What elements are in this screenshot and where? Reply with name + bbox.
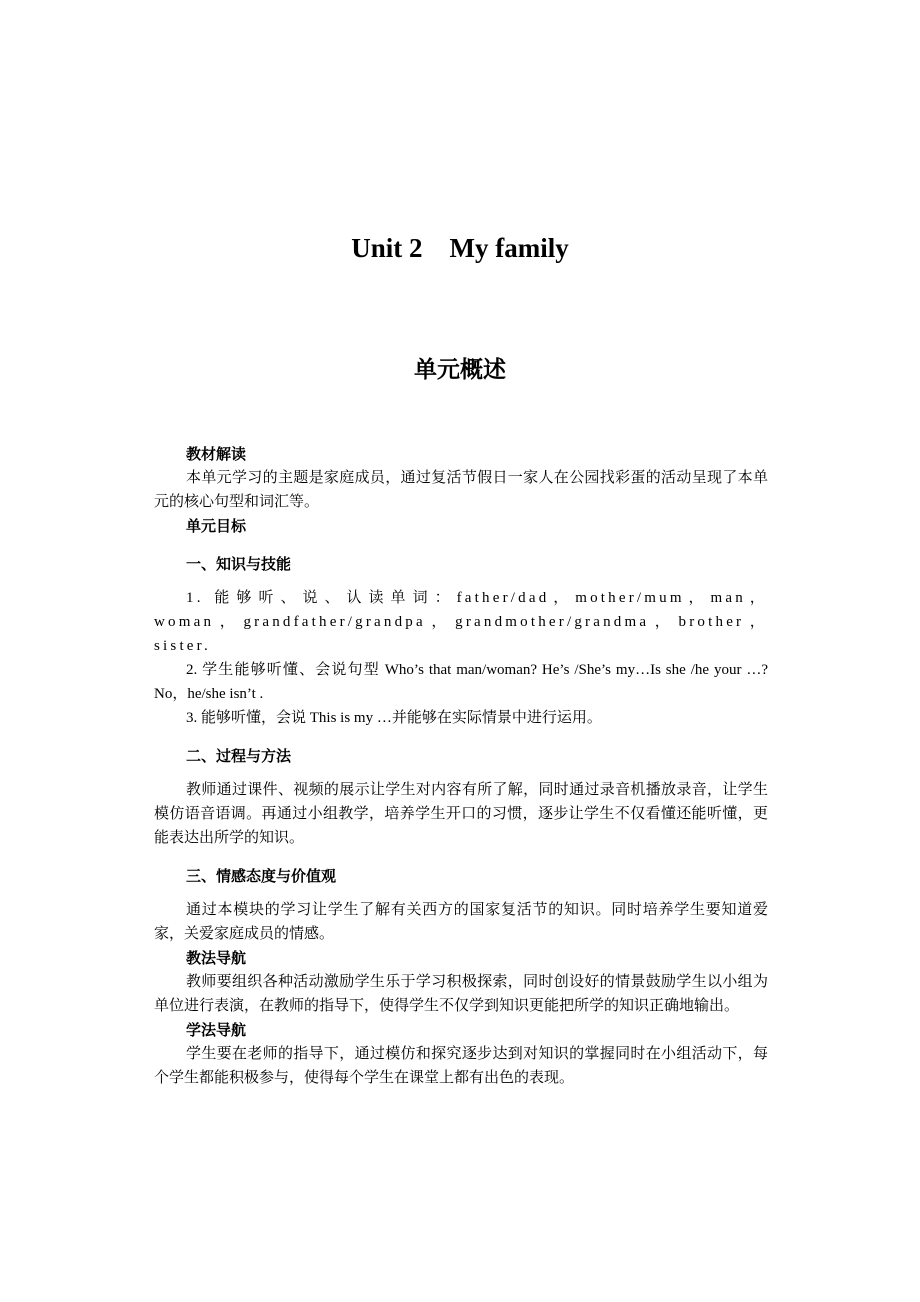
- knowledge-item-2: 2. 学生能够听懂、会说句型 Who’s that man/woman? He’s /She’s my…Is she /he your …? No，he/she isn’t .: [154, 662, 768, 702]
- knowledge-heading: 一、知识与技能: [186, 555, 292, 573]
- process-heading: 二、过程与方法: [186, 747, 292, 765]
- teaching-method-paragraph: 教师要组织各种活动激励学生乐于学习积极探索，同时创设好的情景鼓励学生以小组为单位进行表演，在教师的指导下，使得学生不仅学到知识更能把所学的知识正确地输出。: [154, 974, 768, 1014]
- emotion-heading: 三、情感态度与价值观: [186, 867, 337, 885]
- textbook-paragraph: 本单元学习的主题是家庭成员，通过复活节假日一家人在公园找彩蛋的活动呈现了本单元的核心句型和词汇等。: [154, 470, 768, 510]
- learning-method-heading: 学法导航: [186, 1021, 247, 1039]
- knowledge-item-1: 1. 能够听、说、认读单词：father/dad，mother/mum，man，woman，grandfather/grandpa，grandmother/grandma，brother，sister.: [154, 590, 768, 654]
- goals-heading: 单元目标: [186, 517, 247, 535]
- unit-title: Unit 2 My family: [351, 233, 569, 263]
- emotion-paragraph: 通过本模块的学习让学生了解有关西方的国家复活节的知识。同时培养学生要知道爱家，关爱家庭成员的情感。: [154, 902, 768, 942]
- teaching-method-heading: 教法导航: [186, 949, 247, 967]
- process-paragraph: 教师通过课件、视频的展示让学生对内容有所了解，同时通过录音机播放录音，让学生模仿语音语调。再通过小组教学，培养学生开口的习惯，逐步让学生不仅看懂还能听懂，更能表达出所学的知识。: [154, 782, 768, 846]
- learning-method-paragraph: 学生要在老师的指导下，通过模仿和探究逐步达到对知识的掌握同时在小组活动下，每个学生都能积极参与，使得每个学生在课堂上都有出色的表现。: [154, 1046, 768, 1086]
- document-body: [154, 442, 768, 1090]
- textbook-heading: 教材解读: [186, 445, 247, 463]
- knowledge-item-3: 3. 能够听懂，会说 This is my …并能够在实际情景中进行运用。: [186, 710, 602, 726]
- unit-overview-heading: 单元概述: [414, 357, 506, 383]
